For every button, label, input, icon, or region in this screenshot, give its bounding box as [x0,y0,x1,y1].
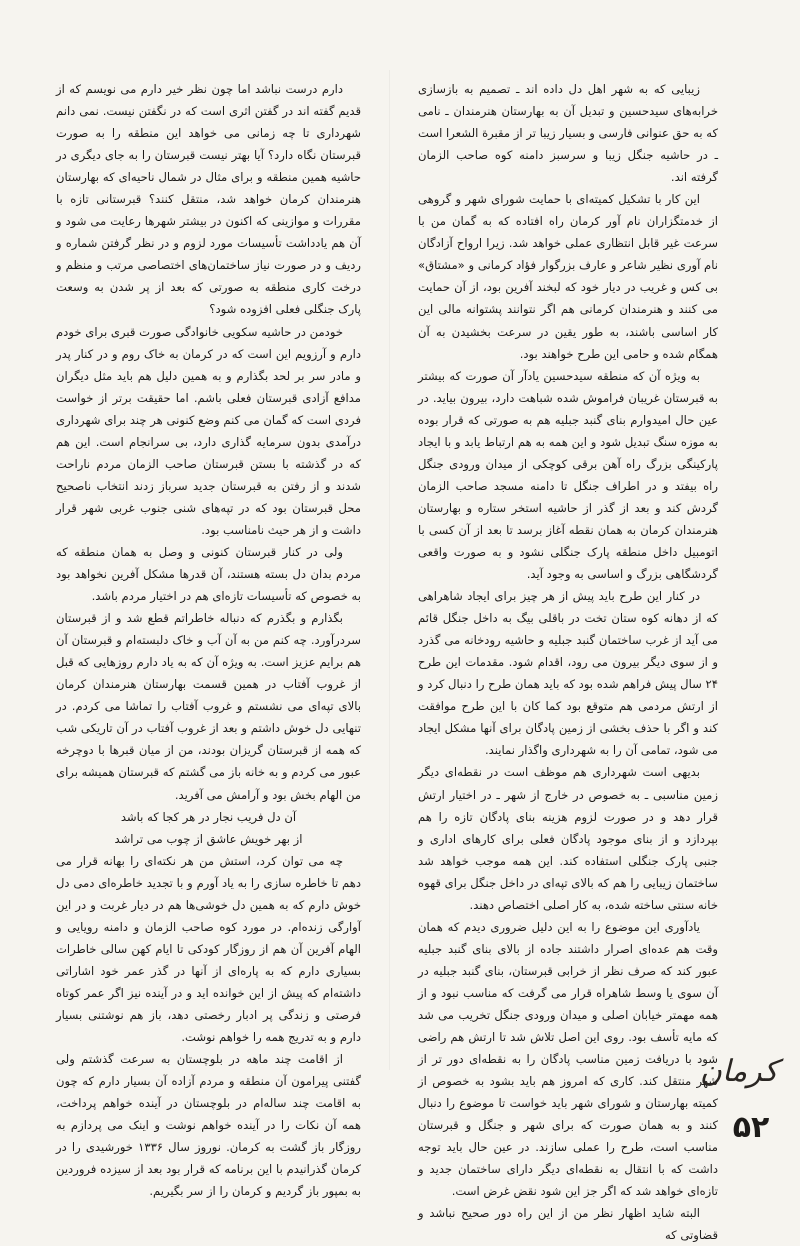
paragraph: بگذارم و بگذرم که دنباله خاطراتم قطع شد و از قبرستان سردرآورد. چه کنم من به آن آب و خاک دلبسته‌ام و قبرستان آن هم برایم عزیز است. به ویژه آن که به یاد دارم روزهایی که قبل از غروب آفتاب در همین قسمت بهارستان هنرمندان کرمان بالای تپه‌ای می نشستم و غروب آفتاب را تماشا می کردم. در تنهایی دل خوش داشتم و بعد از غروب آفتاب در آن تاریکی شب که همه از قبرستان گریزان بودند، من از میان قبرها با دوچرخه عبور می کردم و به خانه باز می گشتم که قبرستان همیشه برای من الهام بخش بود و آرامش می آفرید. [56,611,361,802]
paragraph: بدیهی است شهرداری هم موظف است در نقطه‌ای دیگر زمین مناسبی ـ به خصوص در خارج از شهر ـ در اختیار ارتش قرار دهد و در صورت لزوم هزینه بنای پادگان تازه را هم بپردازد و از بنای موجود پادگان فعلی برای کارهای اداری و جنبی پارک جنگلی استفاده کند. این همه موجب خواهد شد ساختمان زیبایی را هم که بالای تپه‌ای در داخل جنگل برای قهوه خانه سنتی ساخته شده، به کار اصلی اختصاص دهند. [418,765,718,912]
paragraph: چه می توان کرد، استش من هر نکته‌ای را بهانه قرار می دهم تا خاطره سازی را به یاد آورم و با تجدید خاطره‌ای دمی دل خوش دارم که به همین دل خوشی‌ها هم در دیار غربت و در این آوارگی زنده‌ام. در مورد کوه صاحب الزمان و دامنه رویایی و الهام آفرین آن هم از روزگار کودکی تا ایام کهن سالی خاطرات بسیاری دارم که به پاره‌ای از آنها در گذر عمر خود اشاراتی داشته‌ام که پیش از این خوانده اید و در آینده نیز اگر عمر کوتاه فرصتی و زندگی پر ادبار رخصتی دهد، باز هم نوشتنی بسیار دارم و به تدریج همه را خواهم نوشت. [56,853,361,1045]
paragraph: خودمن در حاشیه سکویی خانوادگی صورت قبری برای خودم دارم و آرزویم این است که در کرمان به خاک روم و در کنار پدر و مادر سر بر لحد بگذارم و به همین دلیل هم باید مثل دیگران مدافع آزادی قبرستان فعلی باشم. اما حقیقت برتر از خواست فردی است که گمان می کنم وضع کنونی هر چند برای شهرداری درآمدی بدون سرمایه گذاری دارد، بی سرانجام است. این هم که در گذشته با بستن قبرستان صاحب الزمان مردم ناراحت شدند و از رفتن به قبرستان جدید سرباز زدند انتخاب ناصحیح محل قبرستان بود که در تپه‌های شنی جنوب غربی شهر قرار داشت و از هر حیث نامناسب بود. [56,324,361,537]
paragraph: در کنار این طرح باید پیش از هر چیز برای ایجاد شاهراهی که از دهانه کوه ستان تخت در باقلی بیگ به داخل جنگل قائم می آید از غرب ساختمان گنبد جبلیه و حاشیه رودخانه می گذرد و از سوی دیگر بیرون می رود، اقدام شود. مقدمات این طرح ۲۴ سال پیش فراهم شده بود که باید همان طرح را دنبال کرد و از ارتش مردمی هم متوقع بود کما کان با این طرح موافقت کند و اگر با حذف بخشی از زمین پادگان برای آنها مشکل ایجاد می شود، تمامی آن را به شهرداری واگذار نمایند. [418,589,718,758]
paragraph: از اقامت چند ماهه در بلوچستان به سرعت گذشتم ولی گفتنی پیرامون آن منطقه و مردم آزاده آن بسیار دارم که چون به اقامت چند ساله‌ام در بلوچستان در آینده خواهم پرداخت، همه آن نکات را در آینده خواهم نوشت و اینک می پردازم به روزگار باز گشت به کرمان. نوروز سال ۱۳۳۶ خورشیدی را در کرمان گذرانیدم با این برنامه که قرار بود بعد از سیزده فروردین به بمپور باز گردیم و کرمان را از سر بگیریم. [56,1052,361,1199]
right-text-column [418,78,718,1243]
paragraph: این کار با تشکیل کمیته‌ای با حمایت شورای شهر و گروهی از خدمتگزاران نام آور کرمان راه افتاده که به گمان من با سرعت غیر قابل انتظاری عملی خواهد شد. زیرا ارواح آزادگان نام آوری نظیر شاعر و عارف بزرگوار فؤاد کرمانی و «مشتاق» بی کس و غریب در دیار خود که لبخند آفرین بود، از آن حمایت می کنند و هنرمندان کرمانی هم اگر نتوانند پشتوانه مالی این کار اساسی باشند، به طور یقین در سرعت بخشیدن به آن همگام شده و حامی این طرح خواهند بود. [418,192,718,361]
paragraph: زیبایی که به شهر اهل دل داده اند ـ تصمیم به بازسازی خرابه‌های سیدحسین و تبدیل آن به بهارستان هنرمندان ـ نامی که به حق عنوانی فارسی و بسیار زیبا تر از مقبرة الشعرا است ـ در حاشیه جنگل زیبا و سرسبز دامنه کوه صاحب الزمان گرفته اند. [418,82,718,185]
poem-verse-line: از بهر خویش عاشق از چوب می تراشد [114,831,303,846]
paragraph: به ویژه آن که منطقه سیدحسین یادآر آن صورت که بیشتر به قبرستان غریبان فراموش شده شباهت دارد، بیرون بیاید. در عین حال امیدوارم بنای گنبد جبلیه هم به صورتی که قرار بوده به موزه سنگ تبدیل شود و این همه به هم ارتباط یابد و با ایجاد پارکینگی بزرگ راه آهن برقی کوچکی از میدان ورودی جنگل راه بیفتد و در اطراف جنگل تا دامنه مسجد صاحب الزمان گردش کند و بعد از گذر از حاشیه استخر ستاره و بهارستان هنرمندان کرمان به همان نقطه آغاز برسد تا بعد از آن کسی با اتومبیل داخل منطقه پارک جنگلی نشود و به صورت واقعی گردشگاهی بزرگ و اساسی به وجود آید. [418,368,718,582]
column-gutter [389,70,390,1070]
paragraph: البته شاید اظهار نظر من از این راه دور صحیح نباشد و قضاوتی که [418,1206,718,1243]
left-text-column [56,78,361,1199]
paragraph: یادآوری این موضوع را به این دلیل ضروری دیدم که همان وقت هم عده‌ای اصرار داشتند جاده از بالای بنای گنبد جبلیه عبور کند که صرف نظر از خرابی قبرستان، بنای گنبد جبلیه در آن سوی یا وسط شاهراه قرار می گرفت که مناسب نبود و از همه مهمتر خیابان اصلی و میدان ورودی جنگل تخریب می شد که مایه تأسف بود. روی این اصل تلاش شد تا ارتش هم راضی شود با دریافت زمین مناسب پادگان را به نقطه‌ای دور تر از شهر منتقل کند. کاری که امروز هم باید بشود به خصوص از کمیته بهارستان و شورای شهر باید خواست تا موضوع را دنبال کنند و به همان صورت که برای شهر و جنگل و قبرستان مناسب است، طرح را عملی سازند. در عین حال باید توجه داشت که با انتقال به نقطه‌ای دیگر دارای ساختمان جدید و تازه‌ای خواهد شد که اگر جز این شود نقض غرض است. [418,919,718,1199]
paragraph: ولی در کنار قبرستان کنونی و وصل به همان منطقه که مردم بدان دل بسته هستند، آن قدرها مشکل آفرین نخواهد بود به خصوص که تأسیسات تازه‌ای هم در اختیار مردم باشد. [56,544,361,604]
magazine-logo: کرمان [699,1054,778,1089]
poem-verse-line: آن دل فریب نجار در هر کجا که باشد [120,809,297,824]
page-number: ۵۲ [732,1110,770,1145]
paragraph: دارم درست نباشد اما چون نظر خیر دارم می نویسم که از قدیم گفته اند در گفتن اثری است که در نگفتن نیست. نمی دانم شهرداری تا چه زمانی می خواهد این منطقه را به صورت قبرستان نگاه دارد؟ آیا بهتر نیست قبرستان را به جای دیگری در حاشیه همین منطقه و برای مثال در شمال ناحیه‌ای که بهارستان هنرمندان کرمان خواهد شد، منتقل کنند؟ قبرستانی تازه با مقررات و موازینی که اکنون در بیشتر شهرها رعایت می شود و آن هم یادداشت تأسیسات مورد لزوم و در نظر گرفتن شماره و ردیف و در صورت نیاز ساختمان‌های اختصاصی مرتب و منظم و درخت کاری منطقه به صورتی که بعد از پر شدن به وسعت پارک جنگلی فعلی افزوده شود؟ [56,82,361,317]
